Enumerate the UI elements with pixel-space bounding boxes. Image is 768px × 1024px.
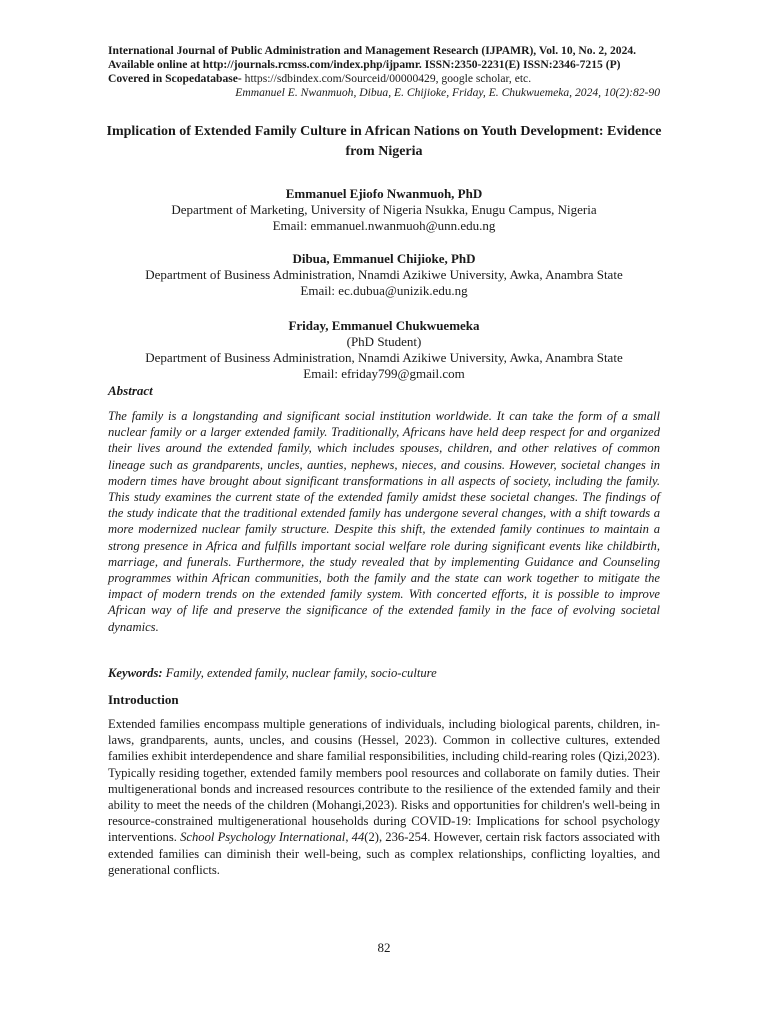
intro-comma: ,: [345, 830, 352, 845]
journal-availability: Available online at http://journals.rcmss.com/index.php/ijpamr. ISSN:2350-2231(E) ISSN:2346-7215 (P) Covered in Scopedatabase-: [108, 58, 621, 85]
keywords-label: Keywords:: [108, 666, 163, 680]
intro-journal-name: School Psychology International: [180, 830, 346, 845]
author-email[interactable]: Email: emmanuel.nwanmuoh@unn.edu.ng: [272, 218, 496, 233]
keywords-line: [108, 665, 660, 681]
author-block-1: [80, 186, 688, 234]
journal-name-line: International Journal of Public Administration and Management Research (IJPAMR), Vol. 10, No. 2, 2024.: [108, 44, 637, 57]
author-name: Dibua, Emmanuel Chijioke, PhD: [292, 251, 476, 266]
author-affiliation: Department of Business Administration, Nnamdi Azikiwe University, Awka, Anambra State: [145, 350, 623, 365]
intro-text-part1: Extended families encompass multiple generations of individuals, including biological parents, children, in-laws, grandparents, aunts, uncles, and cousins (Hessel, 2023). Common in collective cultures, extended families exhibit interdependence and share familial responsibilities, including child-rearing roles (Qizi,2023). Typically residing together, extended family members pool resources and collaborate on family duties. Their multigenerational bonds and increased resources contribute to the resilience of the extended family and their ability to meet the needs of the children (Mohangi,2023). Risks and opportunities for children's well-being in resource-constrained multigenerational households during COVID-19: Implications for school psychology interventions.: [108, 717, 660, 845]
author-affiliation: Department of Business Administration, Nnamdi Azikiwe University, Awka, Anambra State: [145, 267, 623, 282]
keywords-text: Family, extended family, nuclear family, socio-culture: [162, 666, 437, 680]
journal-index-link[interactable]: https://sdbindex.com/Sourceid/00000429, google scholar, etc.: [241, 72, 532, 85]
journal-header: [108, 44, 660, 100]
intro-volume: 44: [351, 830, 365, 845]
author-email[interactable]: Email: efriday799@gmail.com: [303, 366, 465, 381]
introduction-text: [108, 716, 660, 878]
author-email[interactable]: Email: ec.dubua@unizik.edu.ng: [300, 283, 468, 298]
abstract-text: The family is a longstanding and significant social institution worldwide. It can take the form of a small nuclear family or a larger extended family. Traditionally, Africans have held deep respect for and organized their lives around the extended family, which includes spouses, children, and other relatives of common lineage such as grandparents, uncles, aunties, nephews, nieces, and cousins. However, societal changes in modern times have brought about significant transformations in all aspects of society, including the family. This study examines the current state of the extended family amidst these societal changes. The findings of the study indicate that the traditional extended family has undergone several changes, with a shift towards a more modernized nuclear family structure. Despite this shift, the extended family continues to maintain a strong presence in Africa and fulfills important social welfare role during significant events like childbirth, marriage, and funerals. Furthermore, the study revealed that by implementing Guidance and Counseling programmes within African communities, both the family and the state can work together to mitigate the impact of modern trends on the extended family system. With concerted efforts, it is possible to improve African way of life and preserve the significance of the extended family in the face of evolving societal dynamics.: [108, 409, 660, 634]
author-block-2: [80, 251, 688, 299]
author-affiliation: Department of Marketing, University of Nigeria Nsukka, Enugu Campus, Nigeria: [171, 202, 597, 217]
page-number: 82: [377, 940, 391, 955]
author-block-3: [80, 318, 688, 382]
author-name: Friday, Emmanuel Chukwuemeka: [288, 318, 480, 333]
intro-text-part2: (2), 236-254. However, certain risk factors associated with extended families can diminish their well-being, such as complex relationships, conflicting loyalties, and generational conflicts.: [108, 830, 660, 877]
author-name: Emmanuel Ejiofo Nwanmuoh, PhD: [285, 186, 483, 201]
abstract-heading: Abstract: [108, 383, 153, 398]
citation-line: Emmanuel E. Nwanmuoh, Dibua, E. Chijioke, Friday, E. Chukwuemeka, 2024, 10(2):82-90: [235, 86, 660, 99]
paper-title: Implication of Extended Family Culture in African Nations on Youth Development: Evidence from Nigeria: [106, 124, 662, 159]
introduction-heading: Introduction: [108, 692, 179, 707]
author-role: (PhD Student): [346, 334, 422, 349]
